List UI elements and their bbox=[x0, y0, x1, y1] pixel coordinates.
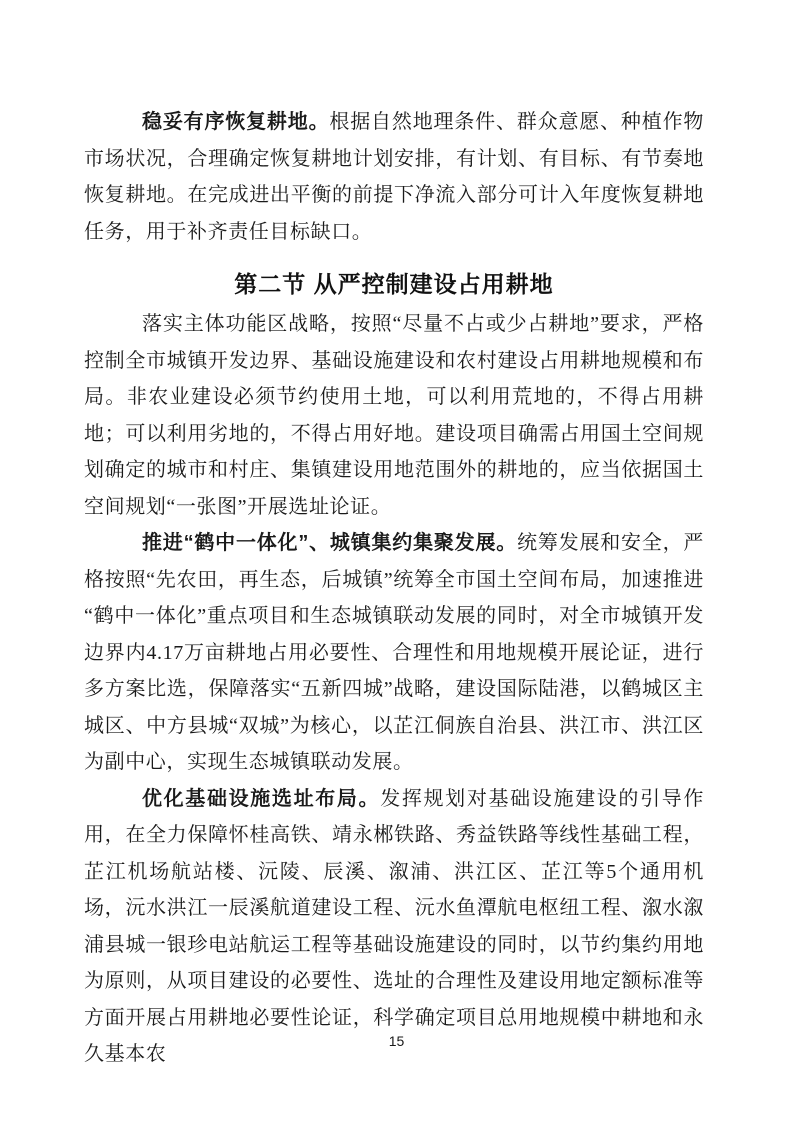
paragraph-hezhong-integration-lead: 推进“鹤中一体化”、城镇集约集聚发展。 bbox=[142, 532, 518, 554]
page-footer bbox=[0, 1031, 793, 1051]
paragraph-infrastructure-siting-text: 发挥规划对基础设施建设的引导作用，在全力保障怀桂高铁、靖永郴铁路、秀益铁路等线性基础工程，芷江机场航站楼、沅陵、辰溪、溆浦、洪江区、芷江等5个通用机场，沅水洪江一辰溪航道建设工程、沅水鱼潭航电枢纽工程、溆水溆浦县城一银珍电站航运工程等基础设施建设的同时，以节约集约用地为原则，从项目建设的必要性、选址的合理性及建设用地定额标准等方面开展占用耕地必要性论证，科学确定项目总用地规模中耕地和永久基本农 bbox=[84, 787, 704, 1065]
page-content bbox=[84, 104, 704, 1073]
paragraph-implement-strategy-text: 落实主体功能区战略，按照“尽量不占或少占耕地”要求，严格控制全市城镇开发边界、基础设施建设和农村建设占用耕地规模和布局。非农业建设必须节约使用土地，可以利用荒地的，不得占用耕地；可以利用劣地的，不得占用好地。建设项目确需占用国土空间规划确定的城市和村庄、集镇建设用地范围外的耕地的，应当依据国土空间规划“一张图”开展选址论证。 bbox=[84, 313, 704, 518]
paragraph-infrastructure-siting bbox=[84, 781, 704, 1073]
page-number: 15 bbox=[388, 1033, 405, 1049]
paragraph-restore-farmland-text: 根据自然地理条件、群众意愿、种植作物市场状况，合理确定恢复耕地计划安排，有计划、有目标、有节奏地恢复耕地。在完成进出平衡的前提下净流入部分可计入年度恢复耕地任务，用于补齐责任目标缺口。 bbox=[84, 111, 704, 243]
paragraph-implement-strategy bbox=[84, 306, 704, 525]
paragraph-hezhong-integration-text: 统筹发展和安全，严格按照“先农田，再生态，后城镇”统筹全市国土空间布局，加速推进“鹤中一体化”重点项目和生态城镇联动发展的同时，对全市城镇开发边界内4.17万亩耕地占用必要性、合理性和用地规模开展论证，进行多方案比选，保障落实“五新四城”战略，建设国际陆港，以鹤城区主城区、中方县城“双城”为核心，以芷江侗族自治县、洪江市、洪江区为副中心，实现生态城镇联动发展。 bbox=[84, 532, 704, 773]
paragraph-infrastructure-siting-lead: 优化基础设施选址布局。 bbox=[142, 787, 381, 810]
section-heading: 第二节 从严控制建设占用耕地 bbox=[234, 271, 554, 297]
paragraph-restore-farmland-lead: 稳妥有序恢复耕地。 bbox=[142, 111, 330, 133]
paragraph-restore-farmland bbox=[84, 104, 704, 250]
paragraph-hezhong-integration bbox=[84, 525, 704, 781]
